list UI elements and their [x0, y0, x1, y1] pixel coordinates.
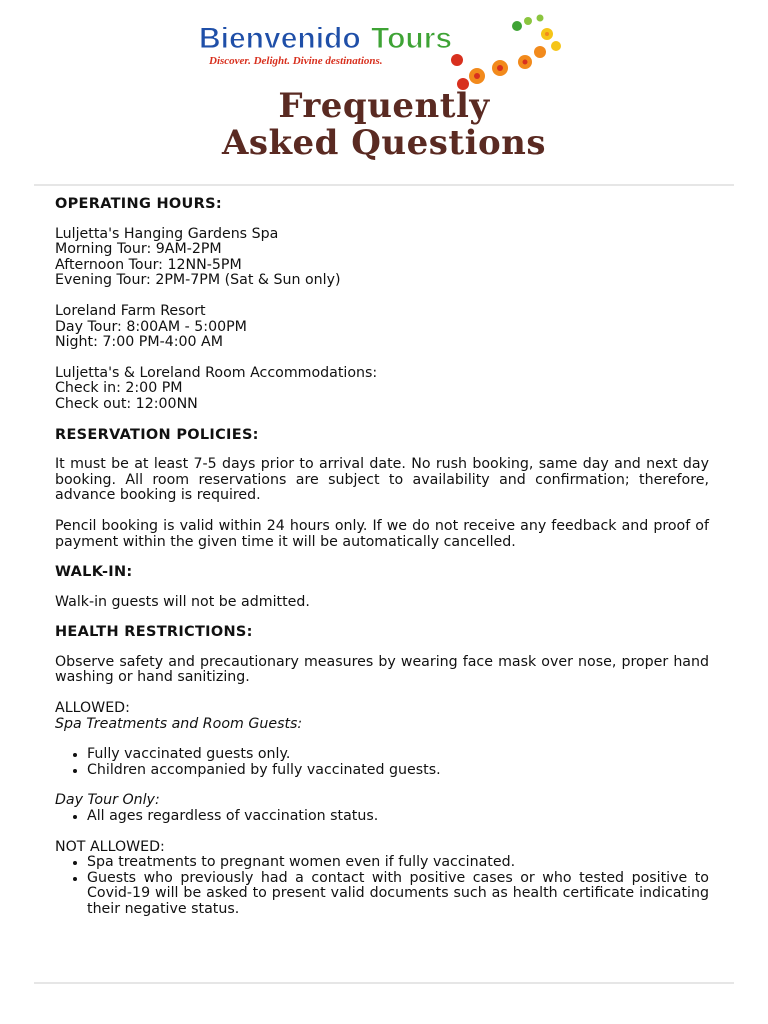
health-intro: Observe safety and precautionary measures by wearing face mask over nose, proper hand washing or hand sanitizing. — [55, 653, 709, 686]
rooms-checkin: Check in: 2:00 PM — [55, 380, 183, 397]
farm-night: Night: 7:00 PM-4:00 AM — [55, 334, 224, 351]
spa-hours-block — [55, 227, 709, 289]
not-allowed-label: NOT ALLOWED: — [55, 838, 165, 855]
title-line-2: Asked Questions — [221, 123, 547, 163]
spa-afternoon: Afternoon Tour: 12NN-5PM — [55, 256, 242, 273]
walkin-text: Walk-in guests will not be admitted. — [55, 593, 310, 610]
list-item: • Children accompanied by fully vaccinated guests. — [87, 763, 709, 779]
farm-name: Loreland Farm Resort — [55, 302, 206, 319]
health-heading: HEALTH RESTRICTIONS: — [55, 624, 253, 641]
allowed-label: ALLOWED: — [55, 700, 130, 717]
brand-word-tours: Tours — [371, 22, 453, 55]
farm-hours-block — [55, 304, 709, 351]
list-item: • All ages regardless of vaccination status. — [87, 809, 709, 825]
rooms-name: Luljetta's & Loreland Room Accommodations: — [55, 364, 378, 381]
walkin-heading: WALK-IN: — [55, 564, 133, 581]
farm-day: Day Tour: 8:00AM - 5:00PM — [55, 318, 247, 335]
bottom-divider — [34, 982, 734, 984]
spa-name: Luljetta's Hanging Gardens Spa — [55, 225, 279, 242]
spa-guests-label: Spa Treatments and Room Guests: — [55, 715, 303, 732]
reservation-para-1: It must be at least 7-5 days prior to arrival date. No rush booking, same day and next day booking. All room reservations are subject to availability and confirmation; therefore, advance booking is required. — [55, 456, 709, 504]
spa-morning: Morning Tour: 9AM-2PM — [55, 241, 222, 258]
list-item: • Fully vaccinated guests only. — [87, 747, 709, 763]
rooms-block — [55, 366, 709, 413]
spa-evening: Evening Tour: 2PM-7PM (Sat & Sun only) — [55, 272, 341, 289]
list-item: • Guests who previously had a contact with positive cases or who tested positive to Covid-19 will be asked to present valid documents such as health certificate indicating their negative status. — [87, 871, 709, 918]
title-line-1: Frequently — [278, 86, 490, 126]
day-tour-label: Day Tour Only: — [55, 792, 160, 809]
day-tour-list — [55, 809, 709, 825]
reservation-para-2: Pencil booking is valid within 24 hours only. If we do not receive any feedback and proof of payment within the given time it will be automatically cancelled. — [55, 517, 709, 550]
brand-tagline: Discover. Delight. Divine destinations. — [209, 55, 383, 67]
page-title — [0, 88, 768, 162]
list-item: • Spa treatments to pregnant women even if fully vaccinated. — [87, 855, 709, 871]
rooms-checkout: Check out: 12:00NN — [55, 395, 198, 412]
flower-decoration — [451, 15, 561, 91]
faq-content — [55, 197, 709, 933]
operating-hours-heading: OPERATING HOURS: — [55, 196, 222, 212]
allowed-block — [55, 701, 709, 732]
bienvenido-tours-logo — [195, 12, 575, 92]
not-allowed-list — [55, 855, 709, 917]
spa-guests-list — [55, 747, 709, 778]
brand-word-bienvenido: Bienvenido — [199, 22, 361, 55]
top-divider — [34, 184, 734, 186]
reservation-heading: RESERVATION POLICIES: — [55, 426, 259, 443]
